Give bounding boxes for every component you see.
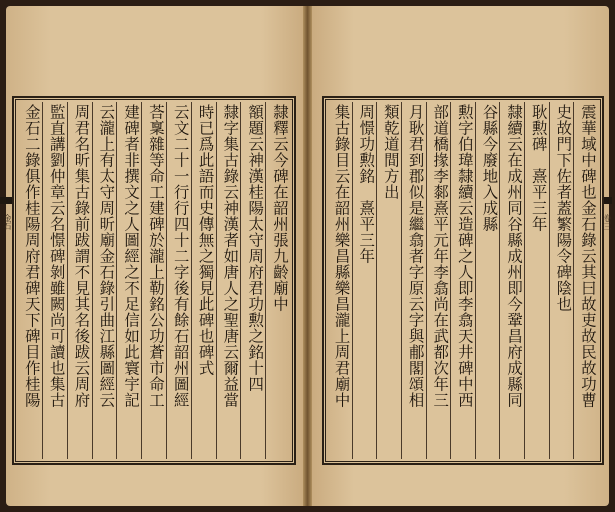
text-column: 震華域中碑也金石錄云其曰故吏故民故功曹: [573, 102, 598, 459]
margin-label: 金石: [3, 214, 12, 230]
text-column: 周君名昕集古錄前跋謂不見其名後跋云周府: [67, 102, 92, 459]
fish-tail-mark: [0, 197, 12, 204]
text-column: 時已爲此語而史傳無之獨見此碑也碑式: [191, 102, 216, 459]
text-column: 勲字伯瑋隸續云造碑之人即李翕天井碑中西: [450, 102, 475, 459]
margin-label: 卷三: [603, 214, 612, 230]
text-column: 史故門下佐者蓋繁陽令碑陰也: [549, 102, 574, 459]
right-text-frame: [322, 96, 604, 465]
text-column: 建碑者非撰文之人圖經之不足信如此寰宇記: [116, 102, 141, 459]
text-column: 荅稟雜等命工建碑於瀧上勒銘公功蒼市命工: [141, 102, 166, 459]
left-text-frame: [12, 96, 296, 465]
text-column: 云瀧上有太守周昕廟金石錄引曲江縣圖經云: [92, 102, 117, 459]
text-column: 金石二錄俱作桂陽周府君碑天下碑目作桂陽: [22, 104, 41, 408]
entry-title: 周憬功勲銘 熹平三年: [352, 102, 377, 459]
text-column: 監直講劉仲章云名憬碑剝雖闕尚可讀也集古: [42, 102, 67, 459]
right-columns: [328, 102, 598, 459]
text-column: 隸字集古錄云神漢者如唐人之聖唐云爾益當: [216, 102, 241, 459]
text-column: 云文二十一行行四十二字後有餘石韶州圖經: [166, 102, 191, 459]
text-column: 集古錄目云在韶州樂昌縣樂昌瀧上周君廟中: [332, 104, 351, 408]
text-column: 額題云神漢桂陽太守周府君功勲之銘十四: [240, 102, 265, 459]
book-gutter: [303, 6, 312, 506]
left-columns: [18, 102, 290, 459]
text-column: 隸釋云今碑在韶州張九齡廟中: [265, 102, 290, 459]
text-column: 類乾道間方出: [376, 102, 401, 459]
text-column: 隸續云在成州同谷縣成州即今鞏昌府成縣同: [499, 102, 524, 459]
text-column: 月耿君到郡似是繼翕者字原云字與郙閣頌相: [401, 102, 426, 459]
entry-title: 耿勲碑 熹平三年: [524, 102, 549, 459]
text-column: 谷縣今廢地入成縣: [475, 102, 500, 459]
left-fore-edge: [0, 96, 12, 461]
text-column: 部道橋掾李䣛熹平元年李翕尚在武都次年三: [426, 102, 451, 459]
